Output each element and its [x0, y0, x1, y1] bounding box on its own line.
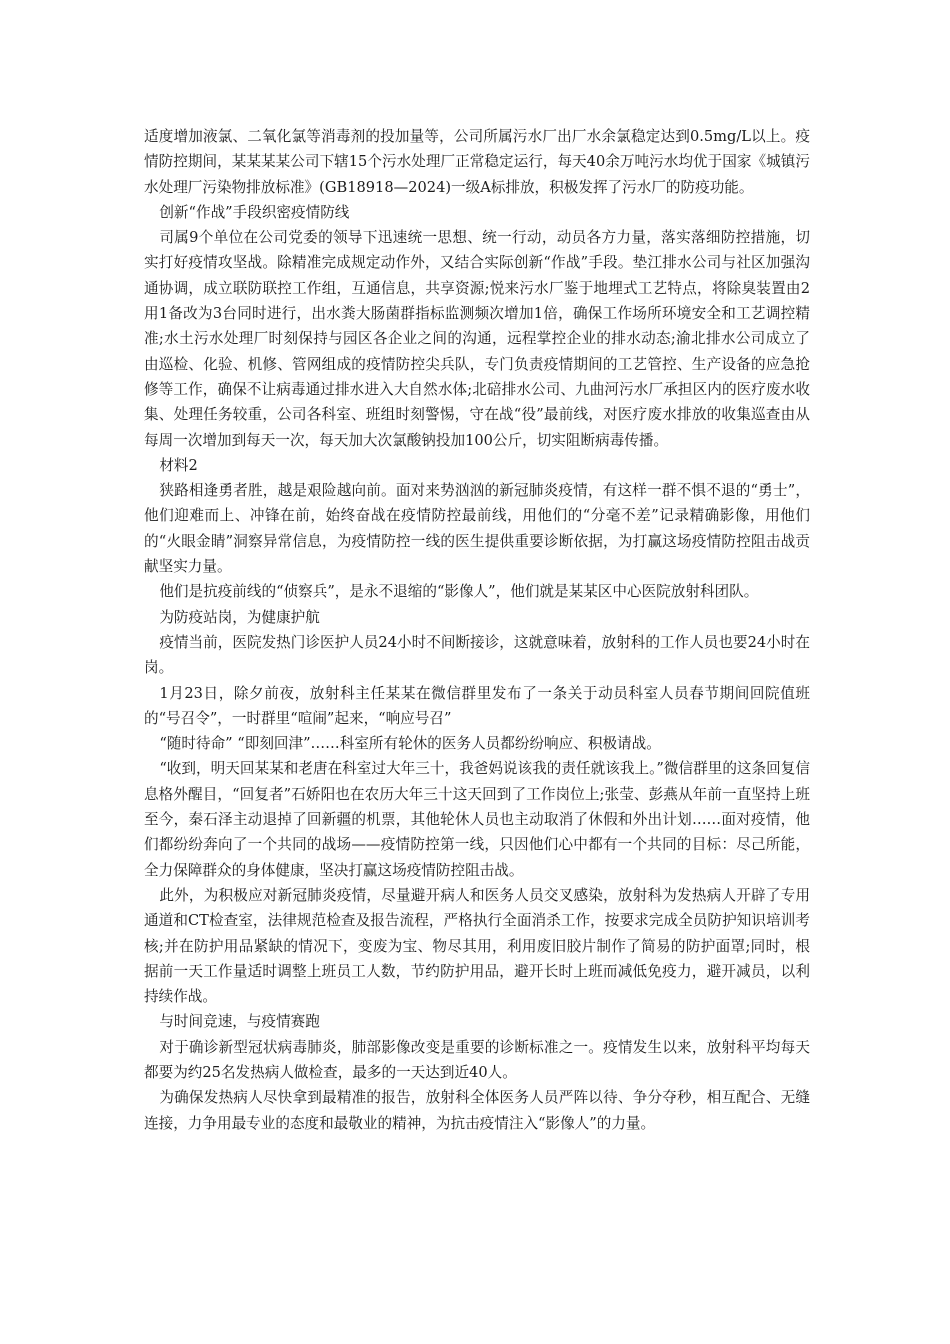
paragraph-24-hour-duty: 疫情当前，医院发热门诊医护人员24小时不间断接诊，这就意味着，放射科的工作人员也要24小时在岗。 [144, 633, 810, 677]
paragraph-standby-response: “随时待命” “即刻回津”……科室所有轮休的医务人员都纷纷响应、积极请战。 [159, 735, 661, 753]
material-2-label: 材料2 [159, 456, 198, 474]
section-heading-race-time: 与时间竞速，与疫情赛跑 [159, 1013, 320, 1031]
document-page [144, 124, 810, 1136]
paragraph-wastewater-disinfection: 适度增加液氯、二氧化氯等消毒剂的投加量等，公司所属污水厂出厂水余氯稳定达到0.5mg/L以上。疫情防控期间，某某某某公司下辖15个污水处理厂正常稳定运行，每天40余万吨污水均优于国家《城镇污水处理厂污染物排放标准》(GB18918—2024)一级A标排放，积极发挥了污水厂的防疫功能。 [144, 128, 810, 196]
paragraph-new-year-call: 1月23日，除夕前夜，放射科主任某某在微信群里发布了一条关于动员科室人员春节期间回院值班的“号召令”，一时群里“喧闹”起来，“响应号召” [144, 684, 810, 727]
paragraph-staff-return: “收到，明天回某某和老唐在科室过大年三十，我爸妈说该我的责任就该我上。”微信群里的这条回复信息格外醒目，“回复者”石娇阳也在农历大年三十这天回到了工作岗位上;张莹、彭燕从年前一直坚持上班至今，秦石泽主动退掉了回新疆的机票，其他轮休人员也主动取消了休假和外出计划……面对疫情，他们都纷纷奔向了一个共同的战场——疫情防控第一线，只因他们心中都有一个共同的目标：尽己所能，全力保障群众的身体健康，坚决打赢这场疫情防控阻击战。 [144, 760, 810, 879]
section-heading-on-guard: 为防疫站岗，为健康护航 [159, 608, 320, 626]
paragraph-radiology-team: 他们是抗疫前线的“侦察兵”，是永不退缩的“影像人”，他们就是某某区中心医院放射科团队。 [159, 583, 759, 601]
paragraph-brave-warriors: 狭路相逢勇者胜，越是艰险越向前。面对来势汹汹的新冠肺炎疫情，有这样一群不惧不退的“勇士”，他们迎难而上、冲锋在前，始终奋战在疫情防控最前线，用他们的“分毫不差”记录精确影像，用他们的“火眼金睛”洞察异常信息，为疫情防控一线的医生提供重要诊断依据，为打赢这场疫情防控阻击战贡献坚实力量。 [144, 482, 810, 576]
paragraph-daily-exams: 对于确诊新型冠状病毒肺炎，肺部影像改变是重要的诊断标准之一。疫情发生以来，放射科平均每天都要为约25名发热病人做检查，最多的一天达到近40人。 [144, 1038, 810, 1081]
paragraph-protection-measures: 此外，为积极应对新冠肺炎疫情，尽量避开病人和医务人员交叉感染，放射科为发热病人开辟了专用通道和CT检查室，法律规范检查及报告流程，严格执行全面消杀工作，按要求完成全员防护知识培训考核;并在防护用品紧缺的情况下，变废为宝、物尽其用，利用废旧胶片制作了简易的防护面罩;同时，根据前一天工作量适时调整上班员工人数，节约防护用品，避开长时上班而减低免疫力，避开减员，以利持续作战。 [144, 886, 810, 1006]
paragraph-accurate-reports: 为确保发热病人尽快拿到最精准的报告，放射科全体医务人员严阵以待、争分夺秒，相互配合、无缝连接，力争用最专业的态度和最敬业的精神，为抗击疫情注入“影像人”的力量。 [144, 1089, 810, 1132]
section-heading-innovation: 创新“作战”手段织密疫情防线 [159, 203, 350, 221]
paragraph-subsidiary-measures: 司属9个单位在公司党委的领导下迅速统一思想、统一行动，动员各方力量，落实落细防控措施，切实打好疫情攻坚战。除精准完成规定动作外，又结合实际创新“作战”手段。垫江排水公司与社区加强沟通协调，成立联防联控工作组，互通信息，共享资源;悦来污水厂鉴于地埋式工艺特点，将除臭装置由2用1备改为3台同时进行，出水粪大肠菌群指标监测频次增加1倍，确保工作场所环境安全和工艺调控精准;水土污水处理厂时刻保持与园区各企业之间的沟通，远程掌控企业的排水动态;渝北排水公司成立了由巡检、化验、机修、管网组成的疫情防控尖兵队，专门负责疫情期间的工艺管控、生产设备的应急抢修等工作，确保不让病毒通过排水进入大自然水体;北碚排水公司、九曲河污水厂承担区内的医疗废水收集、处理任务较重，公司各科室、班组时刻警惕，守在战“役”最前线，对医疗废水排放的收集巡查由从每周一次增加到每天一次，每天加大次氯酸钠投加100公斤，切实阻断病毒传播。 [144, 229, 810, 449]
